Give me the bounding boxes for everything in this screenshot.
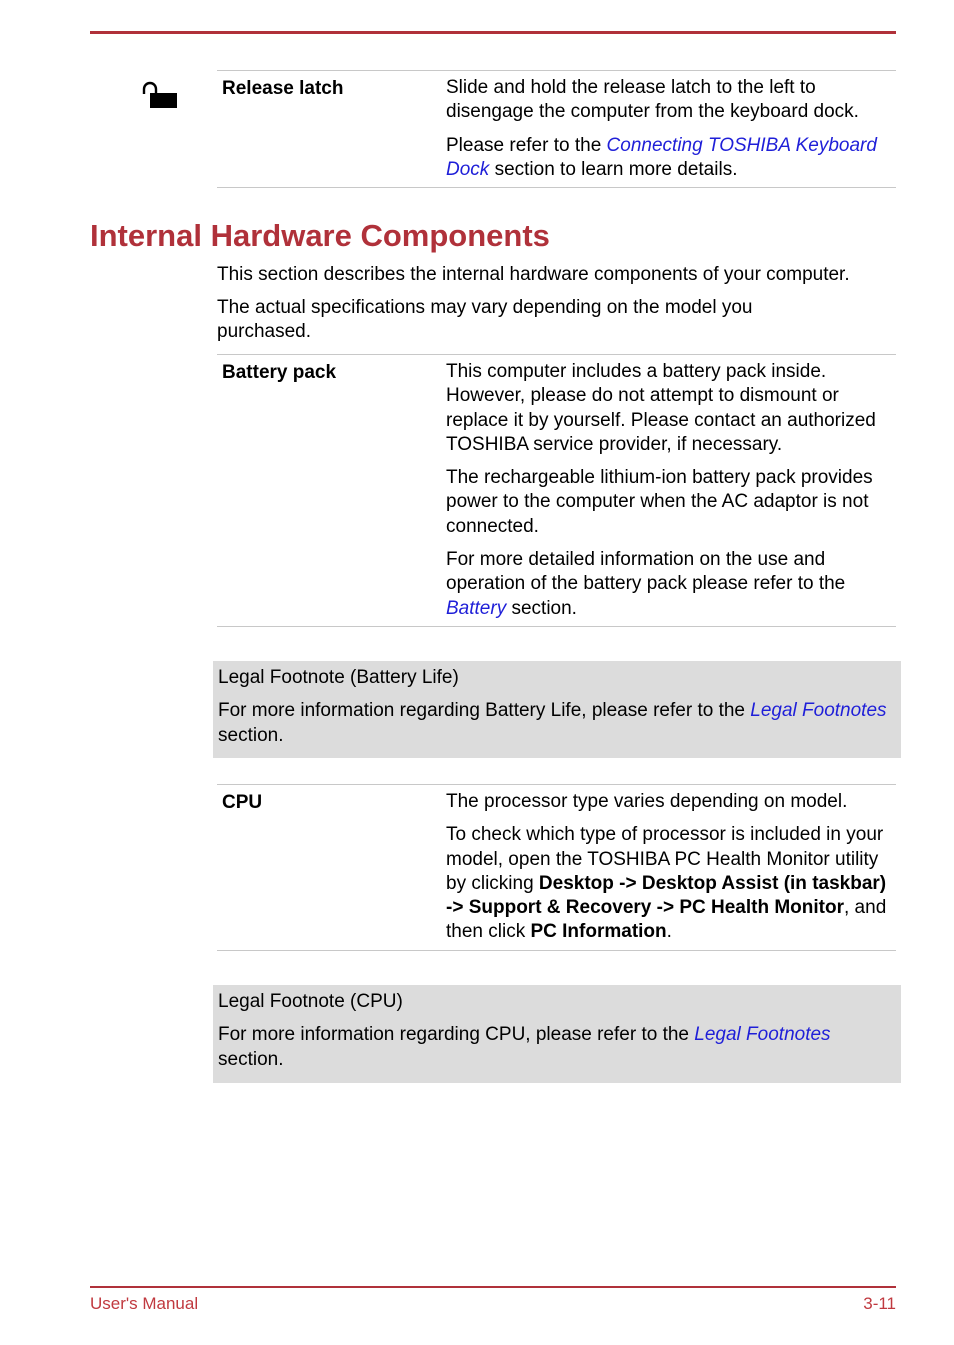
legal-footnotes-link[interactable]: Legal Footnotes bbox=[750, 700, 887, 722]
battery-pack-table bbox=[217, 354, 896, 627]
cpu-footnote-text: For more information regarding CPU, please refer to the Legal Footnotes section. bbox=[218, 1024, 831, 1070]
section-intro: This section describes the internal hardware components of your computer. bbox=[217, 264, 850, 285]
battery-life-footnote-title: Legal Footnote (Battery Life) bbox=[218, 667, 459, 688]
header-rule bbox=[90, 31, 896, 34]
battery-life-footnote bbox=[213, 661, 901, 758]
cpu-description bbox=[446, 785, 896, 950]
battery-pack-description bbox=[446, 355, 896, 626]
section-intro-note: The actual specifications may vary depending on the model you purchased. bbox=[217, 297, 753, 343]
release-latch-ref: Please refer to the Connecting TOSHIBA Keyboard Dock section to learn more details. bbox=[446, 134, 877, 180]
battery-pack-text-2: The rechargeable lithium-ion battery pack provides power to the computer when the AC adaptor is not connected. bbox=[446, 467, 873, 537]
battery-pack-term: Battery pack bbox=[222, 362, 337, 383]
cpu-table bbox=[217, 784, 896, 951]
legal-footnotes-link-cpu[interactable]: Legal Footnotes bbox=[694, 1024, 831, 1046]
cpu-footnote-title: Legal Footnote (CPU) bbox=[218, 991, 403, 1012]
release-latch-text: Slide and hold the release latch to the left to disengage the computer from the keyboard dock. bbox=[446, 77, 859, 123]
battery-pack-text-3: For more detailed information on the use and operation of the battery pack please refer to the Battery section. bbox=[446, 549, 846, 619]
release-latch-term: Release latch bbox=[222, 78, 344, 99]
cpu-menu-path: Desktop -> Desktop Assist (in taskbar) -> Support & Recovery -> PC Health Monitor bbox=[446, 872, 887, 919]
cpu-term: CPU bbox=[222, 792, 263, 813]
connecting-keyboard-dock-link[interactable]: Connecting TOSHIBA Keyboard Dock bbox=[446, 134, 877, 180]
release-latch-description bbox=[446, 71, 896, 187]
cpu-footnote bbox=[213, 985, 901, 1083]
battery-life-footnote-text: For more information regarding Battery Life, please refer to the Legal Footnotes section. bbox=[218, 700, 887, 746]
page-number: 3-11 bbox=[863, 1294, 896, 1313]
battery-pack-text-1: This computer includes a battery pack inside. However, please do not attempt to dismount or replace it by yourself. Please contact an authorized TOSHIBA service provider, if necessary. bbox=[446, 361, 876, 455]
footer-rule bbox=[90, 1286, 896, 1288]
unlock-icon bbox=[140, 80, 178, 110]
section-title: Internal Hardware Components bbox=[90, 218, 550, 253]
footer-manual-label: User's Manual bbox=[90, 1294, 199, 1313]
release-latch-table bbox=[217, 70, 896, 188]
pc-information-label: PC Information bbox=[530, 921, 667, 943]
battery-link[interactable]: Battery bbox=[446, 597, 507, 619]
cpu-text-1: The processor type varies depending on model. bbox=[446, 791, 848, 812]
cpu-text-2: To check which type of processor is included in your model, open the TOSHIBA PC Health Monitor utility by clicking Desktop -> Desktop Assist (in taskbar) -> Support & Recovery -> PC Health Monitor, and then click PC Information. bbox=[446, 824, 887, 943]
